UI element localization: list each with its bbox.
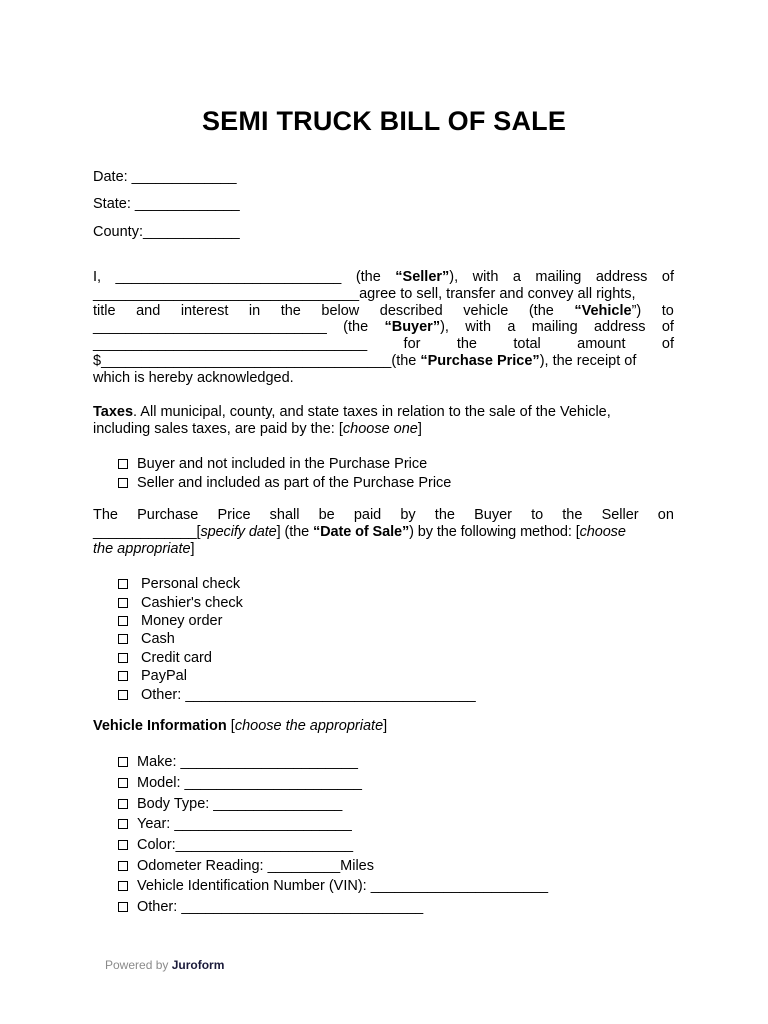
vehicle-info-heading (93, 718, 674, 735)
payment-word: the (434, 507, 455, 523)
vehicle-field (118, 814, 548, 835)
buyer-name-blank: _____________________________ (93, 319, 327, 336)
date-of-sale-blank: _____________[ (93, 523, 201, 540)
county-field: County:____________ (93, 224, 240, 240)
vehicle-info-text: [ (226, 718, 235, 734)
vehicle-info-text: ] (383, 718, 388, 734)
checkbox-icon[interactable] (118, 778, 128, 788)
intro-word: with (465, 319, 492, 336)
vehicle-info-choose: choose the appropriate (234, 718, 384, 734)
vehicle-info-line (93, 718, 674, 735)
purchase-price-blank: $____________________________________(the (93, 352, 421, 369)
checkbox-icon[interactable] (118, 902, 128, 912)
intro-text: with (472, 269, 499, 285)
vehicle-field-label: Vehicle Identification Number (VIN): ______________________ (137, 878, 549, 895)
payment-word: Price (217, 507, 251, 523)
payment-word: The (93, 507, 118, 523)
powered-by-text: Powered by (105, 958, 172, 972)
intro-text: ”) (631, 302, 642, 319)
intro-text: ), (449, 269, 459, 285)
taxes-label: Taxes (93, 404, 134, 420)
vehicle-field (118, 855, 548, 876)
intro-word: to (661, 302, 674, 319)
intro-word: the (280, 302, 301, 319)
payment-method-label: Other: ____________________________________ (141, 686, 476, 703)
buyer-address-blank: __________________________________ (93, 336, 368, 353)
buyer-term: “Buyer” (384, 319, 441, 336)
payment-word: shall (269, 507, 300, 523)
checkbox-icon[interactable] (118, 690, 128, 700)
date-field: Date: _____________ (93, 169, 237, 185)
checkbox-icon[interactable] (118, 861, 128, 871)
intro-word: address (593, 319, 646, 336)
payment-method-label: Personal check (141, 576, 241, 593)
checkbox-icon[interactable] (118, 819, 128, 829)
checkbox-icon[interactable] (118, 653, 128, 663)
intro-word: below (321, 302, 360, 319)
taxes-option (118, 474, 451, 493)
checkbox-icon[interactable] (118, 634, 128, 644)
payment-method (118, 575, 476, 593)
intro-text: a (512, 269, 521, 285)
taxes-options (118, 455, 451, 492)
payment-word: paid (353, 507, 382, 523)
payment-method (118, 667, 476, 685)
payment-word: be (318, 507, 335, 523)
intro-line-7: which is hereby acknowledged. (93, 369, 294, 386)
intro-text: ), (440, 319, 449, 336)
taxes-paragraph (93, 404, 674, 438)
payment-text: ) by the following method: [ (409, 523, 580, 540)
payment-method (118, 593, 476, 611)
payment-appropriate: the appropriate (93, 540, 191, 557)
taxes-text: including sales taxes, are paid by the: [ (93, 420, 343, 437)
seller-name-blank: ____________________________ (115, 269, 342, 285)
taxes-line-1 (93, 404, 674, 421)
taxes-option (118, 455, 451, 474)
taxes-choose: choose one (342, 420, 418, 437)
payment-line-2 (93, 524, 674, 541)
checkbox-icon[interactable] (118, 881, 128, 891)
intro-word: the (456, 336, 477, 353)
payment-text: ] (the (276, 523, 314, 540)
intro-text: (the (355, 269, 381, 285)
intro-text: (the (343, 319, 369, 336)
checkbox-icon[interactable] (118, 598, 128, 608)
intro-paragraph (93, 269, 674, 387)
juroform-logo[interactable]: Juroform (171, 958, 225, 972)
vehicle-field-label: Odometer Reading: _________Miles (137, 857, 374, 874)
payment-choose: choose (579, 523, 626, 540)
vehicle-field-label: Model: ______________________ (137, 775, 362, 792)
payment-line-3 (93, 541, 674, 558)
intro-word: of (661, 319, 674, 336)
taxes-text: . All municipal, county, and state taxes in relation to the sale of the Vehicle, (133, 404, 611, 420)
payment-word: on (657, 507, 674, 523)
payment-method-label: PayPal (141, 668, 187, 685)
intro-line-6 (93, 353, 674, 370)
vehicle-field-label: Body Type: ________________ (137, 795, 343, 812)
intro-line-3 (93, 303, 674, 320)
checkbox-icon[interactable] (118, 478, 128, 488)
state-field: State: _____________ (93, 196, 240, 212)
intro-word: a (507, 319, 516, 336)
payment-method (118, 630, 476, 648)
vehicle-field-label: Color:______________________ (137, 837, 354, 854)
intro-word: title (93, 302, 116, 319)
payment-method-label: Cashier's check (141, 594, 243, 611)
intro-word: mailing (531, 319, 578, 336)
checkbox-icon[interactable] (118, 757, 128, 767)
vehicle-field-label: Make: ______________________ (137, 754, 358, 771)
intro-text: of (661, 269, 674, 285)
vehicle-field (118, 897, 548, 918)
intro-text: mailing (535, 269, 582, 285)
payment-word: by (400, 507, 416, 523)
payment-method (118, 649, 476, 667)
payment-word: Purchase (137, 507, 199, 523)
payment-paragraph (93, 507, 674, 557)
vehicle-field (118, 773, 548, 794)
checkbox-icon[interactable] (118, 579, 128, 589)
taxes-text: ] (417, 420, 422, 437)
payment-word: to (531, 507, 544, 523)
payment-method (118, 612, 476, 630)
vehicle-field-label: Other: ______________________________ (137, 899, 424, 916)
vehicle-info-label: Vehicle Information (93, 718, 227, 734)
intro-line-4 (93, 319, 674, 336)
payment-method-label: Credit card (141, 649, 212, 666)
seller-term: “Seller” (395, 269, 450, 285)
taxes-option-label: Buyer and not included in the Purchase Price (137, 456, 428, 473)
checkbox-icon[interactable] (118, 799, 128, 809)
intro-line-1 (93, 269, 674, 286)
checkbox-icon[interactable] (118, 840, 128, 850)
taxes-option-label: Seller and included as part of the Purchase Price (137, 474, 452, 491)
payment-method-label: Money order (141, 612, 223, 629)
intro-word: interest (180, 302, 229, 319)
vehicle-term: “Vehicle (574, 302, 632, 319)
vehicle-fields (118, 752, 548, 918)
intro-word: in (248, 302, 261, 319)
document-title: SEMI TRUCK BILL OF SALE (201, 106, 567, 136)
intro-word: (the (528, 302, 554, 319)
purchase-price-term: “Purchase Price” (420, 352, 540, 369)
checkbox-icon[interactable] (118, 671, 128, 681)
payment-word: Seller (601, 507, 639, 523)
intro-text: I, (93, 269, 102, 285)
payment-methods (118, 575, 476, 704)
vehicle-field (118, 793, 548, 814)
vehicle-field (118, 835, 548, 856)
payment-word: Buyer (474, 507, 512, 523)
specify-date: specify date (200, 523, 277, 540)
intro-text: address (595, 269, 648, 285)
payment-method-label: Cash (141, 631, 175, 648)
payment-line-1 (93, 507, 674, 524)
taxes-line-2 (93, 421, 674, 438)
vehicle-field (118, 752, 548, 773)
checkbox-icon[interactable] (118, 616, 128, 626)
intro-word: total (513, 336, 541, 353)
intro-line-5 (93, 336, 674, 353)
date-of-sale-term: “Date of Sale” (313, 523, 410, 540)
intro-word: described (379, 302, 443, 319)
intro-word: for (403, 336, 421, 353)
intro-word: vehicle (463, 302, 509, 319)
payment-text: ] (190, 540, 195, 557)
payment-method (118, 685, 476, 703)
powered-by-footer[interactable] (105, 958, 224, 972)
checkbox-icon[interactable] (118, 459, 128, 469)
intro-word: of (661, 336, 674, 353)
vehicle-field-label: Year: ______________________ (137, 816, 352, 833)
payment-word: the (562, 507, 583, 523)
intro-word: and (136, 302, 161, 319)
intro-word: amount (577, 336, 626, 353)
intro-text: ), the receipt of (539, 352, 637, 369)
intro-line-2: _________________________________agree to sell, transfer and convey all rights, (93, 285, 636, 302)
vehicle-field (118, 876, 548, 897)
